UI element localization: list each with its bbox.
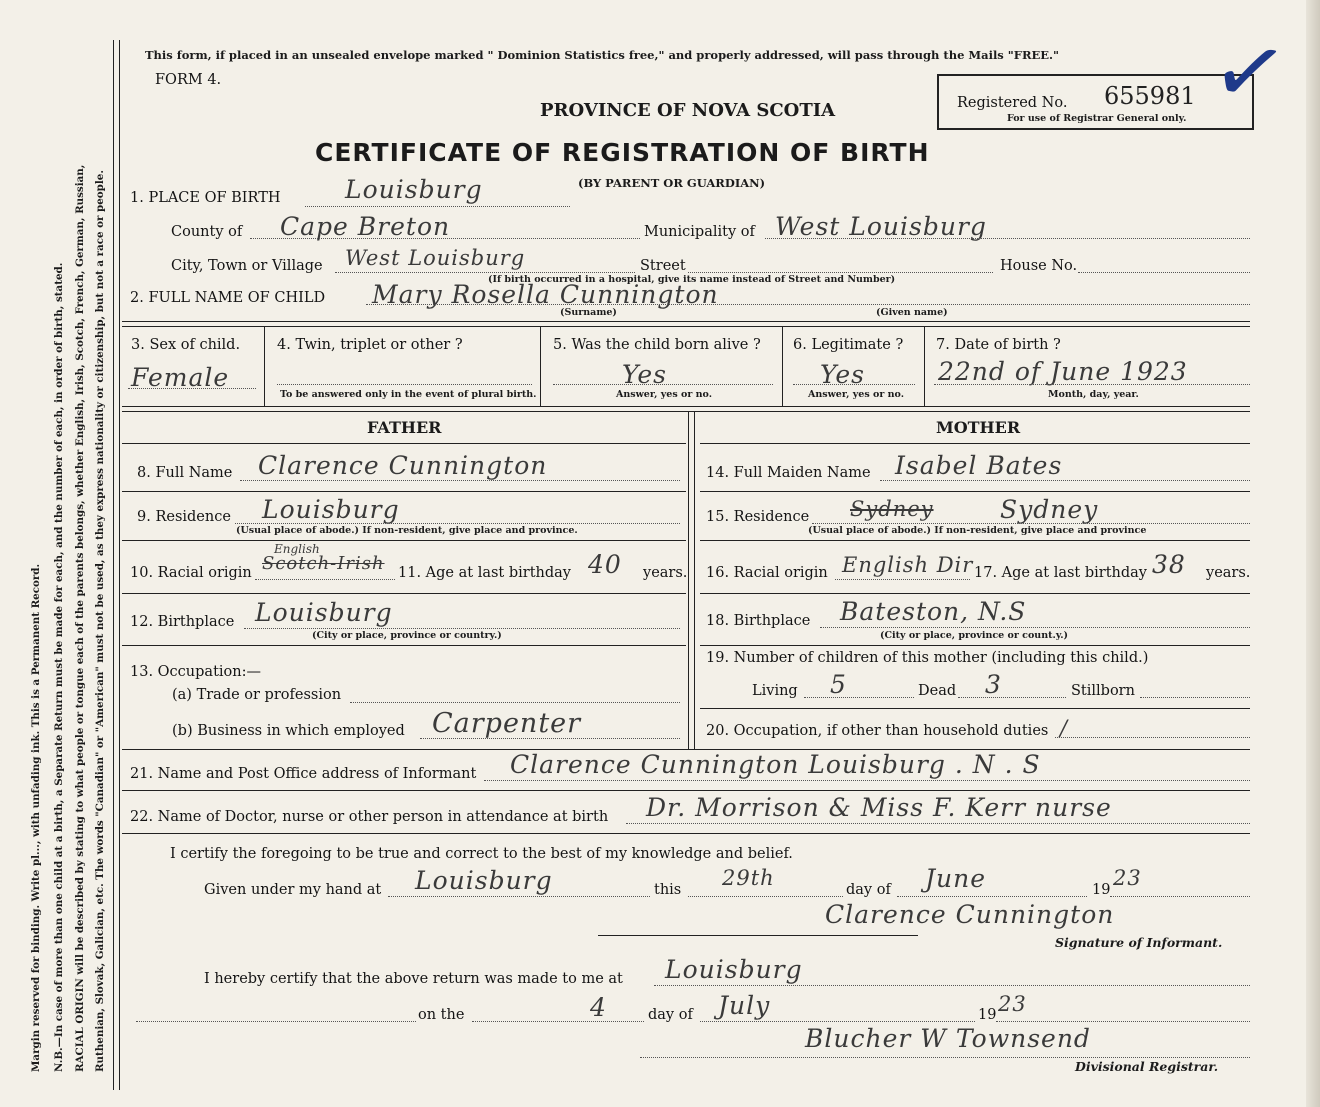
stillborn-label: Stillborn [1071, 683, 1135, 699]
twin-note: To be answered only in the event of plural birth. [280, 389, 537, 400]
rule [700, 540, 1250, 541]
mother-racial-label: 16. Racial origin [706, 565, 828, 581]
stillborn-line [1140, 697, 1250, 698]
legitimate-value: Yes [820, 360, 865, 389]
place-of-birth-value: Louisburg [345, 175, 483, 204]
rule [700, 443, 1250, 444]
page-edge [1306, 0, 1320, 1107]
doctor-value: Dr. Morrison & Miss F. Kerr nurse [646, 793, 1112, 822]
dob-line [934, 384, 1250, 385]
doctor-line [626, 823, 1250, 824]
rule [700, 645, 1250, 646]
province-heading: PROVINCE OF NOVA SCOTIA [540, 100, 836, 121]
cell-divider [540, 326, 541, 406]
registrar-year-line [996, 1021, 1250, 1022]
registrar-lead-line [136, 1021, 416, 1022]
legitimate-line [793, 384, 915, 385]
mother-birthplace-line [820, 627, 1250, 628]
municipality-value: West Louisburg [775, 212, 987, 241]
mother-birthplace-note: (City or place, province or count.y.) [880, 630, 1069, 641]
father-abode-note: (Usual place of abode.) If non-resident, give place and province. [236, 525, 578, 536]
form-number: FORM 4. [155, 72, 222, 88]
mother-heading: MOTHER [936, 418, 1021, 437]
certify-year-line [1110, 896, 1250, 897]
rule [122, 540, 686, 541]
alive-note: Answer, yes or no. [616, 389, 713, 400]
mother-name-label: 14. Full Maiden Name [706, 465, 871, 481]
mother-racial-value: English Dir [842, 553, 974, 577]
father-name-label: 8. Full Name [137, 465, 233, 481]
mother-birthplace-value: Bateston, N.S [840, 597, 1027, 626]
dob-note: Month, day, year. [1048, 389, 1139, 400]
rule [122, 411, 1250, 412]
registrar-statement: I hereby certify that the above return was made to me at [204, 971, 623, 987]
father-heading: FATHER [367, 418, 442, 437]
city-label: City, Town or Village [171, 258, 323, 274]
trade-label: (a) Trade or profession [172, 687, 342, 703]
certificate-title: CERTIFICATE OF REGISTRATION OF BIRTH [315, 138, 930, 167]
informant-label: 21. Name and Post Office address of Informant [130, 766, 477, 782]
dob-label: 7. Date of birth ? [936, 337, 1061, 353]
business-label: (b) Business in which employed [172, 723, 405, 739]
father-birthplace-line [244, 628, 680, 629]
informant-signature: Clarence Cunnington [825, 900, 1115, 929]
father-years-label: years. [643, 565, 688, 581]
certify-statement: I certify the foregoing to be true and correct to the best of my knowledge and belief. [170, 846, 793, 862]
parents-divider [688, 411, 689, 749]
house-line [1078, 272, 1250, 273]
rule [122, 491, 686, 492]
rule [122, 790, 1250, 791]
twin-label: 4. Twin, triplet or other ? [277, 337, 463, 353]
father-residence-line [235, 523, 680, 524]
alive-line [553, 384, 773, 385]
father-name-value: Clarence Cunnington [258, 451, 548, 480]
father-birthplace-note: (City or place, province or country.) [312, 630, 502, 641]
legitimate-note: Answer, yes or no. [808, 389, 905, 400]
surname-note: (Surname) [560, 307, 617, 318]
certificate-subtitle: (BY PARENT OR GUARDIAN) [578, 176, 766, 190]
registrar-dayof-label: day of [648, 1007, 693, 1023]
sex-label: 3. Sex of child. [131, 337, 241, 353]
registrar-general-note: For use of Registrar General only. [1007, 113, 1187, 124]
mother-residence-line [812, 523, 1250, 524]
dead-line [958, 697, 1066, 698]
margin-note-racial-origin: RACIAL ORIGIN will be described by stating to what people or tongue each of the parents belongs, whether English, Irish, Scotch, French, German, Russian, [74, 164, 86, 1072]
registrar-signature: Blucher W Townsend [805, 1024, 1091, 1053]
business-value: Carpenter [432, 708, 582, 739]
alive-value: Yes [622, 360, 667, 389]
mother-residence-struck: Sydney [850, 497, 934, 521]
street-label: Street [640, 258, 686, 274]
father-age-label: 11. Age at last birthday [398, 565, 571, 581]
margin-rule [113, 40, 114, 1090]
margin-note-binding: Margin reserved for binding. Write pl..., with unfading ink. This is a Permanent Record. [30, 563, 42, 1072]
rule [122, 326, 1250, 327]
street-line [688, 272, 993, 273]
hospital-note: (If birth occurred in a hospital, give its name instead of Street and Number) [488, 274, 896, 285]
registrar-on-label: on the [418, 1007, 465, 1023]
county-value: Cape Breton [280, 212, 451, 241]
county-label: County of [171, 224, 243, 240]
legitimate-label: 6. Legitimate ? [793, 337, 904, 353]
city-line [335, 272, 635, 273]
father-residence-value: Louisburg [262, 495, 400, 524]
place-of-birth-label: 1. PLACE OF BIRTH [130, 190, 281, 206]
twin-line [277, 384, 532, 385]
margin-note-nationality: Ruthenian, Slovak, Galician, etc. The words "Canadian" or "American" must not be used, as they express nationality or citizenship, but not a race or people. [94, 170, 106, 1072]
dead-value: 3 [985, 670, 1002, 699]
signature-label: Signature of Informant. [1055, 935, 1223, 950]
signature-rule [598, 935, 918, 936]
rule [122, 833, 1250, 834]
informant-value: Clarence Cunnington Louisburg . N . S [510, 750, 1041, 779]
mother-name-line [880, 480, 1250, 481]
father-name-line [240, 480, 680, 481]
doctor-label: 22. Name of Doctor, nurse or other person in attendance at birth [130, 809, 609, 825]
father-racial-label: 10. Racial origin [130, 565, 252, 581]
given-label: Given under my hand at [204, 882, 382, 898]
registrar-signature-label: Divisional Registrar. [1075, 1059, 1219, 1074]
dead-label: Dead [918, 683, 957, 699]
mother-occupation-value: / [1060, 716, 1069, 740]
father-birthplace-label: 12. Birthplace [130, 614, 235, 630]
rule [122, 406, 1250, 407]
mother-residence-label: 15. Residence [706, 509, 810, 525]
registrar-month-line [700, 1021, 975, 1022]
registered-label: Registered No. [957, 95, 1068, 111]
mother-years-label: years. [1206, 565, 1251, 581]
rule [122, 645, 686, 646]
informant-line [484, 780, 1250, 781]
father-racial-line [255, 579, 395, 580]
mother-occupation-label: 20. Occupation, if other than household duties [706, 723, 1049, 739]
rule [122, 321, 1250, 322]
sex-value: Female [131, 363, 230, 392]
mother-racial-line [835, 579, 970, 580]
certify-year-prefix: 19 [1092, 882, 1111, 898]
father-residence-label: 9. Residence [137, 509, 231, 525]
sex-line [128, 388, 256, 389]
mother-occupation-line [1055, 737, 1250, 738]
certify-year-value: 23 [1113, 866, 1142, 890]
cell-divider [782, 326, 783, 406]
cell-divider [924, 326, 925, 406]
father-racial-struck: Scotch-Irish [262, 553, 385, 574]
mother-age-value: 38 [1152, 550, 1186, 579]
trade-line [350, 702, 680, 703]
municipality-line [765, 238, 1250, 239]
dob-value: 22nd of June 1923 [938, 357, 1188, 386]
certify-month-line [897, 896, 1087, 897]
this-day-value: 29th [722, 866, 775, 890]
certify-month-value: June [925, 864, 987, 893]
this-day-line [688, 896, 843, 897]
registrar-month-value: July [718, 991, 771, 1020]
given-name-note: (Given name) [876, 307, 948, 318]
living-label: Living [752, 683, 798, 699]
registrar-place-line [654, 985, 1250, 986]
margin-rule-inner [119, 40, 120, 1090]
rule [700, 593, 1250, 594]
rule [122, 593, 686, 594]
child-name-label: 2. FULL NAME OF CHILD [130, 290, 326, 306]
county-line [250, 238, 640, 239]
registrar-place-value: Louisburg [665, 955, 803, 984]
this-label: this [654, 882, 682, 898]
mother-residence-value: Sydney [1000, 495, 1099, 524]
mother-abode-note: (Usual place of abode.) If non-resident, give place and province [808, 525, 1147, 536]
registrar-signature-line [640, 1057, 1250, 1058]
father-racial-value: English [274, 542, 320, 556]
certify-dayof-label: day of [846, 882, 891, 898]
cell-divider [264, 326, 265, 406]
rule [700, 708, 1250, 709]
living-line [804, 697, 914, 698]
registrar-day-value: 4 [590, 993, 607, 1022]
rule [700, 491, 1250, 492]
place-line [305, 206, 570, 207]
child-name-value: Mary Rosella Cunnington [372, 280, 719, 309]
check-mark: ✓ [1203, 14, 1296, 131]
alive-label: 5. Was the child born alive ? [553, 337, 761, 353]
father-occupation-label: 13. Occupation:— [130, 664, 261, 680]
given-place-line [388, 896, 650, 897]
registrar-year-value: 23 [998, 992, 1027, 1016]
business-line [420, 738, 680, 739]
children-label: 19. Number of children of this mother (including this child.) [706, 650, 1149, 666]
rule [122, 443, 686, 444]
mother-age-label: 17. Age at last birthday [974, 565, 1147, 581]
margin-note-multiple-births: N.B.—In case of more than one child at a birth, a Separate Return must be made for each, and the number of each, in order of birth, stated. [53, 262, 65, 1072]
house-label: House No. [1000, 258, 1078, 274]
father-age-value: 40 [588, 550, 622, 579]
mother-birthplace-label: 18. Birthplace [706, 613, 811, 629]
mail-notice: This form, if placed in an unsealed envelope marked " Dominion Statistics free," and properly addressed, will pass through the Mails "FREE." [145, 48, 1060, 62]
child-name-line [366, 304, 1250, 305]
mother-name-value: Isabel Bates [895, 451, 1063, 480]
father-birthplace-value: Louisburg [255, 598, 393, 627]
registrar-year-prefix: 19 [978, 1007, 997, 1023]
registered-number: 655981 [1104, 82, 1196, 110]
given-place-value: Louisburg [415, 866, 553, 895]
parents-divider [694, 411, 695, 749]
municipality-label: Municipality of [644, 224, 755, 240]
city-value: West Louisburg [345, 246, 526, 270]
registrar-day-line [472, 1021, 644, 1022]
living-value: 5 [830, 670, 847, 699]
